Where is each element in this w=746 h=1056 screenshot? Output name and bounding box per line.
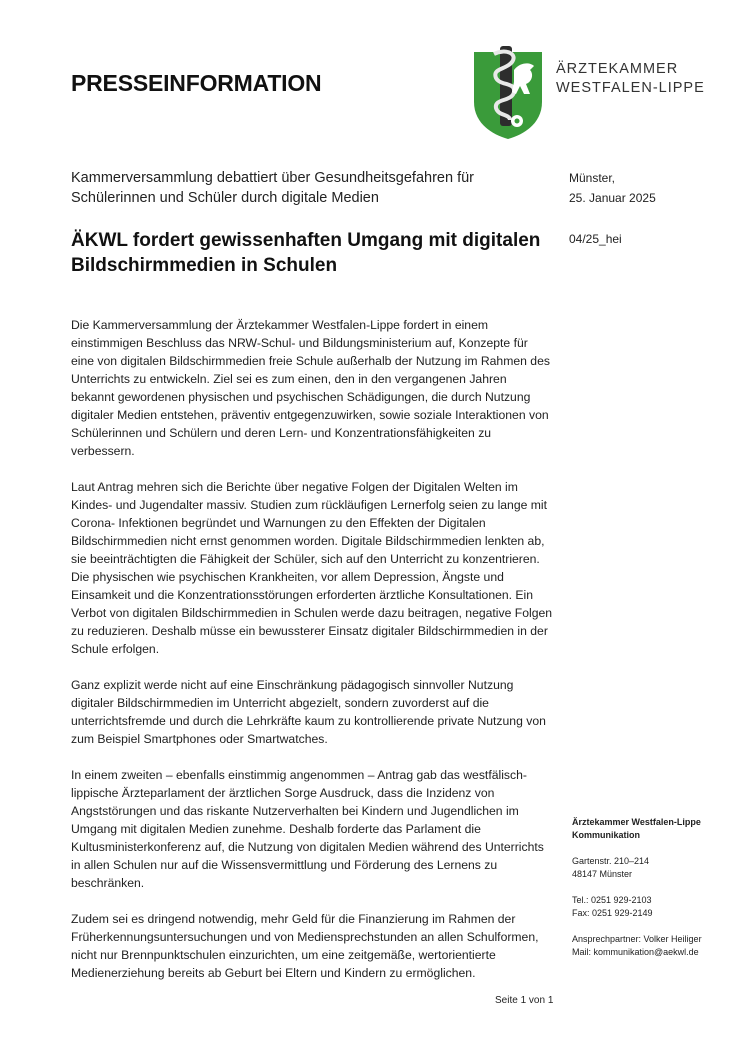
- contact-mail[interactable]: Mail: kommunikation@aekwl.de: [572, 947, 699, 957]
- contact-tel: Tel.: 0251 929-2103: [572, 895, 652, 905]
- org-name-line1: ÄRZTEKAMMER: [556, 61, 679, 77]
- body-text: [71, 316, 553, 1000]
- meta-place: Münster,: [569, 171, 616, 185]
- meta-reference: 04/25_hei: [569, 232, 622, 246]
- contact-street: Gartenstr. 210–214: [572, 856, 650, 866]
- subtitle: Kammerversammlung debattiert über Gesundheitsgefahren für Schülerinnen und Schüler durch digitale Medien: [71, 170, 474, 206]
- contact-fax: Fax: 0251 929-2149: [572, 908, 653, 918]
- contact-dept: Kommunikation: [572, 830, 641, 840]
- paragraph: Ganz explizit werde nicht auf eine Einschränkung pädagogisch sinnvoller Nutzung digitaler Bildschirmmedien im Unterricht abgezielt, sondern zuvorderst auf die unterrichtsfremde und durch die Lehrkräfte kaum zu kontrollierende private Nutzung von zum Beispiel Smartphones oder Smartwatches.: [71, 678, 546, 746]
- contact-block: [572, 816, 742, 972]
- paragraph: Zudem sei es dringend notwendig, mehr Geld für die Finanzierung im Rahmen der Früherkennungsuntersuchungen und von Mediensprechstunden an allen Schulformen, nicht nur Brennpunktschulen einzurichten, um eine zeitgemäße, wertorientierte Medienerziehung bereits ab Geburt bei Eltern und Kindern zu ermöglichen.: [71, 912, 539, 980]
- org-name-line2: WESTFALEN-LIPPE: [556, 80, 705, 96]
- page-title: PRESSEINFORMATION: [71, 70, 322, 96]
- paragraph: Die Kammerversammlung der Ärztekammer Westfalen-Lippe fordert in einem einstimmigen Beschluss das NRW-Schul- und Bildungsministerium auf, Konzepte für eine von digitalen Bildschirmmedien freie Schule außerhalb der Nutzung im Rahmen des Unterrichts zu entwickeln. Ziel sei es zum einen, den in den vergangenen Jahren bekannt gewordenen physischen und psychischen Schädigungen, die durch Nutzung digitaler Medien entstehen, präventiv entgegenzuwirken, sowie soziale Interaktionen von Schülerinnen und Schülern und deren Lern- und Konzentrationsfähigkeiten zu verbessern.: [71, 318, 550, 458]
- contact-org: Ärztekammer Westfalen-Lippe: [572, 817, 701, 827]
- organization-name: [556, 60, 705, 98]
- aekwl-logo-icon: [470, 44, 546, 140]
- paragraph: Laut Antrag mehren sich die Berichte über negative Folgen der Digitalen Welten im Kindes- und Jugendalter massiv. Studien zum rückläufigen Lernerfolg seien zu lange mit Corona- Infektionen begründet und Warnungen zu den Effekten der Digitalen Bildschirmmedien nicht ernst genommen worden. Digitale Bildschirmmedien lenkten ab, sie beeinträchtigten die Fähigkeit der Schüler, sich auf den Unterricht zu konzentrieren. Die physischen wie psychischen Krankheiten, vor allem Depression, Ängste und Einsamkeit und die Konzentrationsstörungen erforderten ärztliche Konsultationen. Ein Verbot von digitalen Bildschirmmedien in Schulen werde dazu beitragen, negative Folgen zu reduzieren. Deshalb müsse ein bewussterer Einsatz digitaler Bildschirmmedien in der Schule erfolgen.: [71, 480, 553, 656]
- contact-city: 48147 Münster: [572, 869, 633, 879]
- contact-person: Ansprechpartner: Volker Heiliger: [572, 934, 702, 944]
- meta-date: 25. Januar 2025: [569, 191, 656, 205]
- headline: ÄKWL fordert gewissenhaften Umgang mit digitalen Bildschirmmedien in Schulen: [71, 230, 541, 276]
- paragraph: In einem zweiten – ebenfalls einstimmig angenommen – Antrag gab das westfälisch-lippische Ärzteparlament der ärztlichen Sorge Ausdruck, dass die Inzidenz von Angststörungen und das riskante Nutzerverhalten bei Kindern und Jugendlichen im Umgang mit digitalen Medien zunehme. Deshalb forderte das Parlament die Kultusministerkonferenz auf, die Nutzung von digitalen Medien während des Unterrichts in allen Schulen nur auf die Wissensvermittlung und Förderung des Lernens zu beschränken.: [71, 768, 544, 890]
- page-number: Seite 1 von 1: [495, 995, 554, 1006]
